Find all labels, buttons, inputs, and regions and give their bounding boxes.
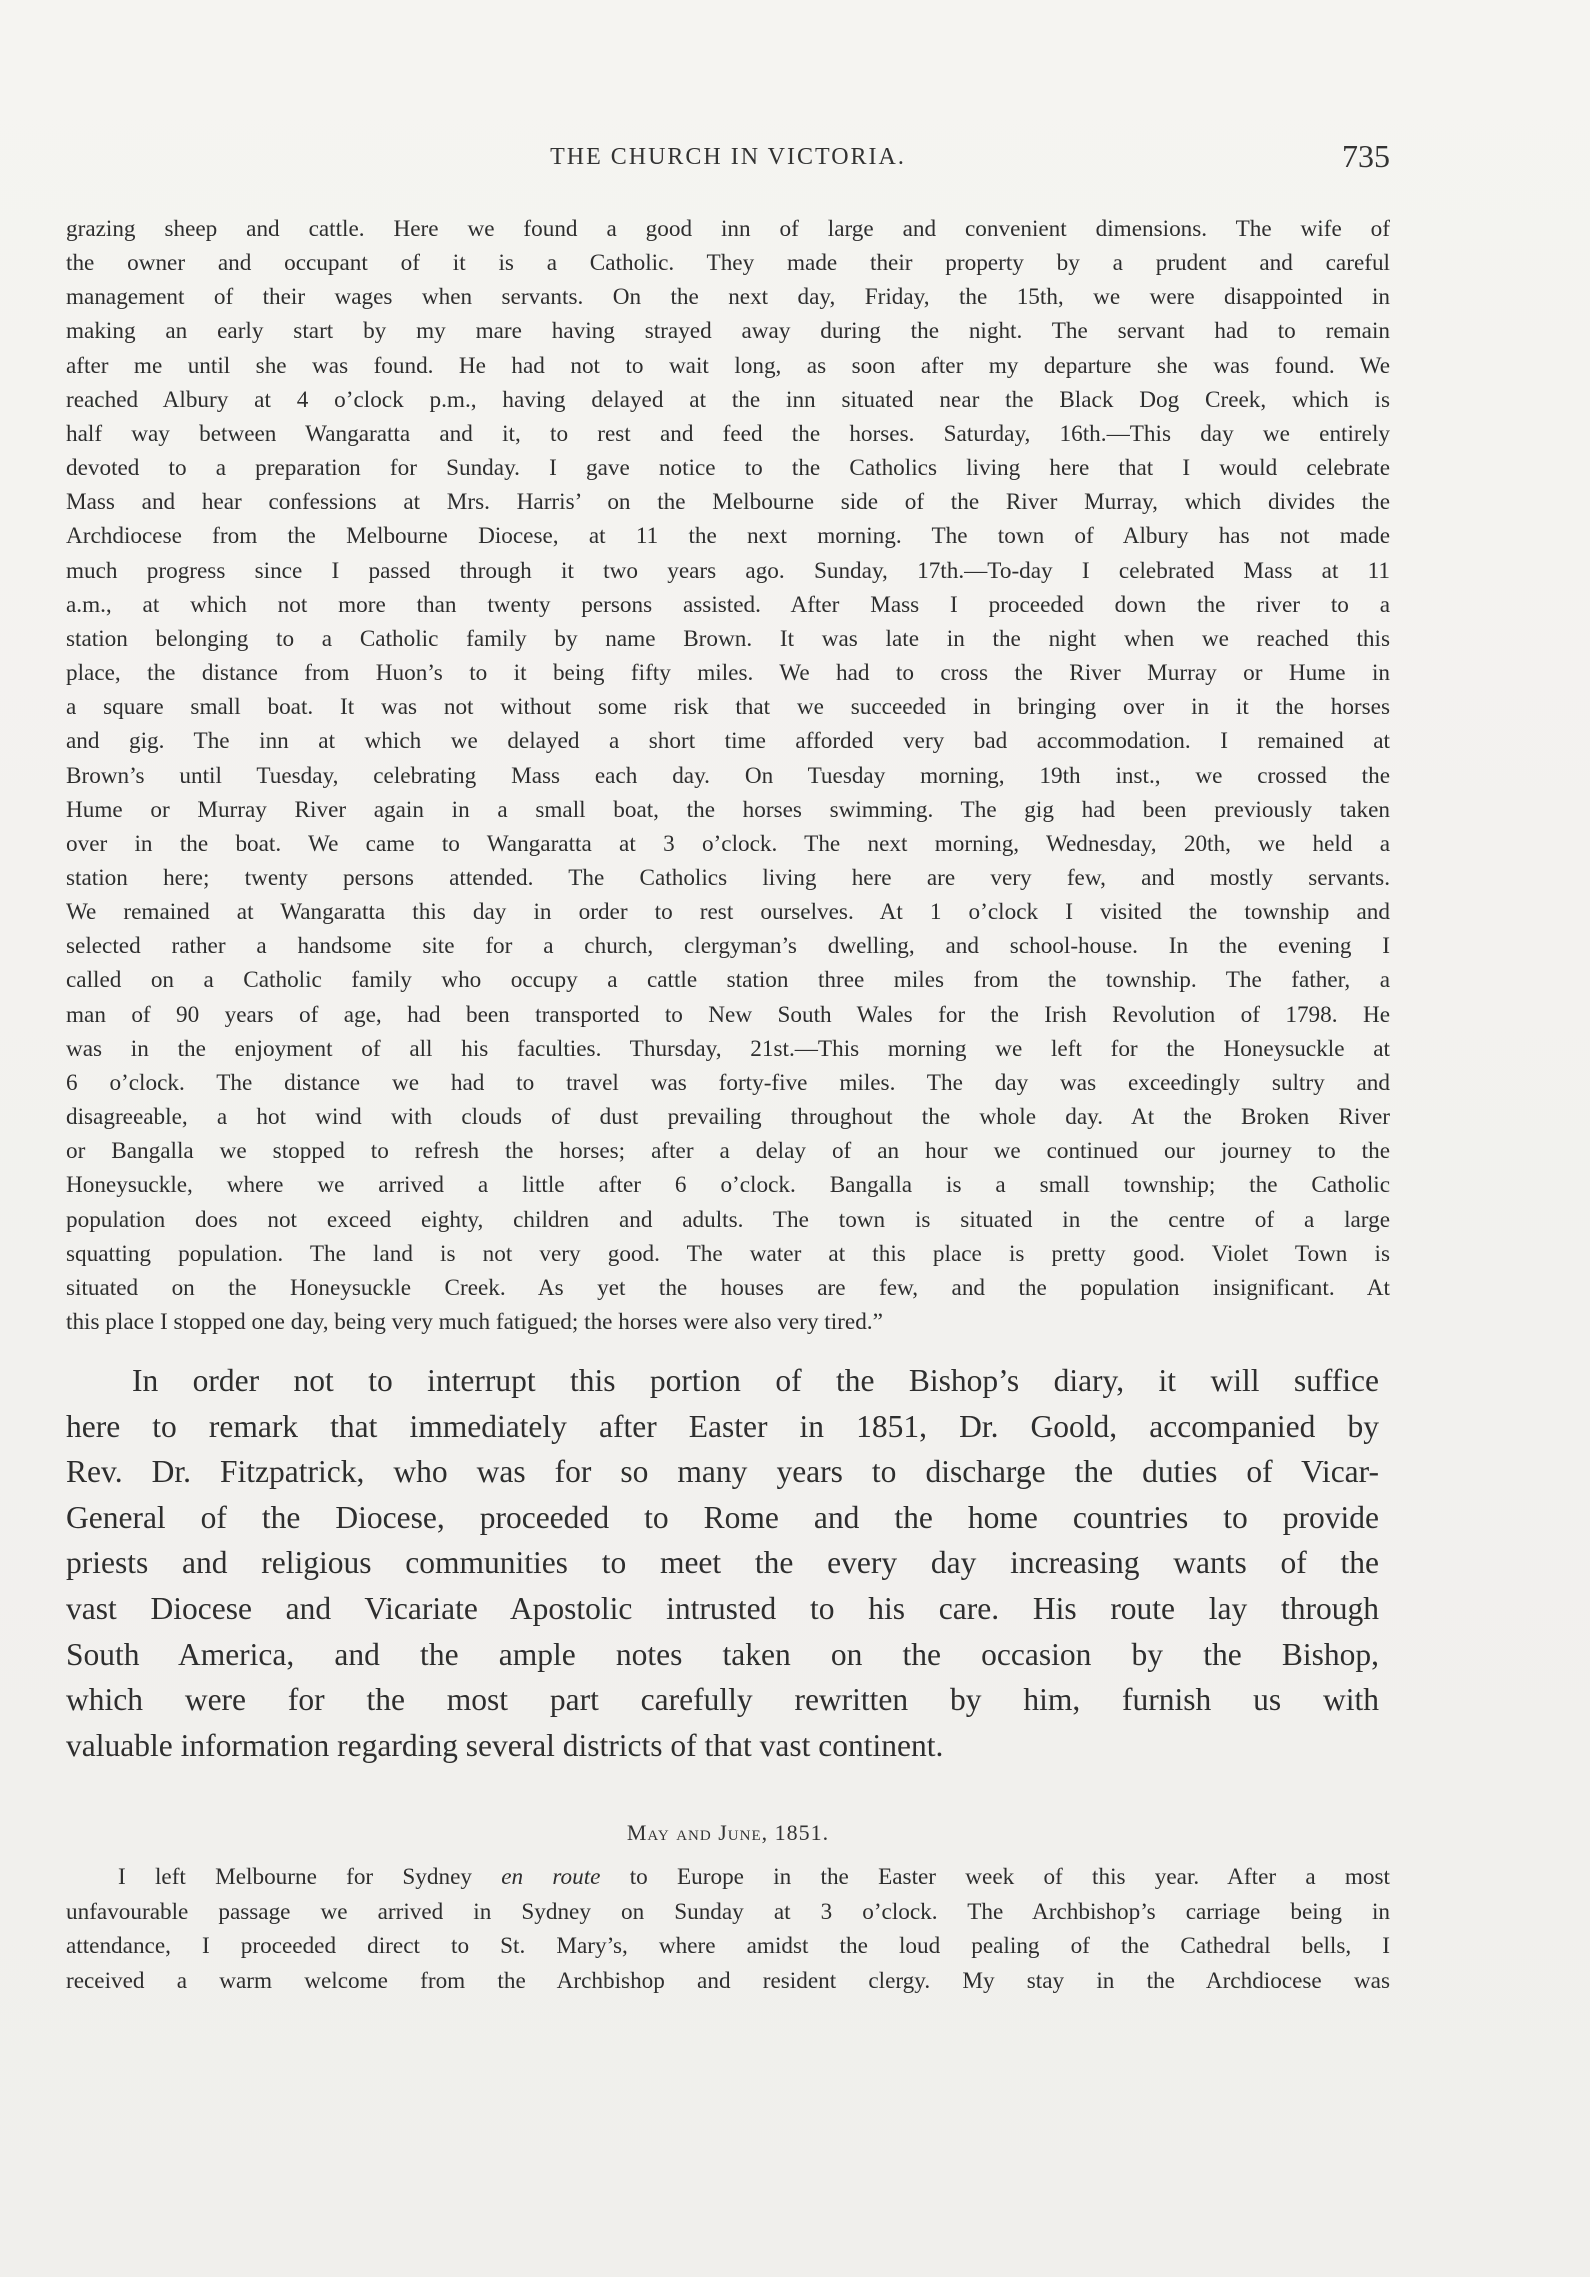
section-heading: May and June, 1851. — [626, 1820, 830, 1845]
narrative-paragraph — [66, 1358, 1379, 1768]
quote-line: squatting population. The land is not very good. The water at this place is pretty good. Violet Town is — [66, 1240, 1390, 1267]
quote-line: Archdiocese from the Melbourne Diocese, at 11 the next morning. The town of Albury has not made — [66, 523, 1390, 550]
narrative-line: valuable information regarding several districts of that vast continent. — [66, 1727, 944, 1763]
quote-line: reached Albury at 4 o’clock p.m., having delayed at the inn situated near the Black Dog Creek, which is — [66, 386, 1390, 413]
diary-line: received a warm welcome from the Archbishop and resident clergy. My stay in the Archdiocese was — [66, 1967, 1390, 1994]
diary-text: I left Melbourne for Sydney — [118, 1864, 502, 1890]
quote-line: Brown’s until Tuesday, celebrating Mass each day. On Tuesday morning, 19th inst., we crossed the — [66, 762, 1390, 789]
diary-line — [66, 1860, 1390, 1895]
quote-line: station here; twenty persons attended. The Catholics living here are very few, and mostly servants. — [66, 864, 1390, 891]
quote-line: station belonging to a Catholic family by name Brown. It was late in the night when we reached this — [66, 625, 1390, 652]
quote-line: making an early start by my mare having strayed away during the night. The servant had to remain — [66, 318, 1390, 345]
narrative-line: here to remark that immediately after Easter in 1851, Dr. Goold, accompanied by — [66, 1408, 1379, 1444]
narrative-line: priests and religious communities to meet the every day increasing wants of the — [66, 1545, 1379, 1581]
quote-line: Honeysuckle, where we arrived a little after 6 o’clock. Bangalla is a small township; the Catholic — [66, 1172, 1390, 1199]
quote-line: disagreeable, a hot wind with clouds of dust prevailing throughout the whole day. At the Broken River — [66, 1104, 1390, 1131]
quote-line: selected rather a handsome site for a church, clergyman’s dwelling, and school-house. In the evening I — [66, 933, 1390, 960]
quote-line: the owner and occupant of it is a Catholic. They made their property by a prudent and careful — [66, 250, 1390, 277]
page-header — [66, 138, 1390, 178]
narrative-line: which were for the most part carefully rewritten by him, furnish us with — [66, 1682, 1379, 1718]
quote-line: Mass and hear confessions at Mrs. Harris’ on the Melbourne side of the River Murray, which divides the — [66, 489, 1390, 516]
quote-line: half way between Wangaratta and it, to rest and feed the horses. Saturday, 16th.—This day we entirely — [66, 420, 1390, 447]
quote-line: situated on the Honeysuckle Creek. As yet the houses are few, and the population insignificant. At — [66, 1274, 1390, 1301]
narrative-line: Rev. Dr. Fitzpatrick, who was for so many years to discharge the duties of Vicar- — [66, 1454, 1379, 1490]
quoted-diary-passage — [66, 212, 1390, 1339]
narrative-line: vast Diocese and Vicariate Apostolic intrusted to his care. His route lay through — [66, 1590, 1379, 1626]
quote-line: population does not exceed eighty, children and adults. The town is situated in the centre of a large — [66, 1206, 1390, 1233]
diary-line: attendance, I proceeded direct to St. Mary’s, where amidst the loud pealing of the Cathedral bells, I — [66, 1933, 1390, 1959]
quote-line: much progress since I passed through it two years ago. Sunday, 17th.—To-day I celebrated Mass at 11 — [66, 557, 1390, 584]
diary-line: unfavourable passage we arrived in Sydney on Sunday at 3 o’clock. The Archbishop’s carriage being in — [66, 1898, 1390, 1925]
quote-line: We remained at Wangaratta this day in order to rest ourselves. At 1 o’clock I visited the township and — [66, 899, 1390, 926]
quote-line: devoted to a preparation for Sunday. I gave notice to the Catholics living here that I would celebrate — [66, 455, 1390, 482]
narrative-line: General of the Diocese, proceeded to Rome and the home countries to provide — [66, 1499, 1379, 1535]
quote-line: over in the boat. We came to Wangaratta at 3 o’clock. The next morning, Wednesday, 20th, we held a — [66, 830, 1390, 857]
narrative-line: South America, and the ample notes taken on the occasion by the Bishop, — [66, 1636, 1379, 1672]
narrative-line: In order not to interrupt this portion of the Bishop’s diary, it will suffice — [132, 1363, 1379, 1398]
quote-line: Hume or Murray River again in a small boat, the horses swimming. The gig had been previously taken — [66, 796, 1390, 823]
quote-line: this place I stopped one day, being very much fatigued; the horses were also very tired.” — [66, 1309, 883, 1335]
diary-text: to Europe in the Easter week of this year. After a most — [600, 1864, 1390, 1890]
quote-line: place, the distance from Huon’s to it being fifty miles. We had to cross the River Murray or Hume in — [66, 660, 1390, 687]
quote-line: grazing sheep and cattle. Here we found a good inn of large and convenient dimensions. The wife of — [66, 216, 1390, 242]
diary-entry — [66, 1860, 1390, 1998]
quote-line: man of 90 years of age, had been transported to New South Wales for the Irish Revolution of 1798. He — [66, 1001, 1390, 1028]
running-title: THE CHURCH IN VICTORIA. — [550, 144, 906, 170]
quote-line: management of their wages when servants. On the next day, Friday, the 15th, we were disappointed in — [66, 284, 1390, 311]
quote-line: a.m., at which not more than twenty persons assisted. After Mass I proceeded down the river to a — [66, 591, 1390, 618]
quote-line: or Bangalla we stopped to refresh the horses; after a delay of an hour we continued our journey to the — [66, 1138, 1390, 1165]
quote-line: after me until she was found. He had not to wait long, as soon after my departure she was found. We — [66, 352, 1390, 379]
quote-line: called on a Catholic family who occupy a cattle station three miles from the township. The father, a — [66, 967, 1390, 994]
diary-italic-phrase: en route — [501, 1864, 601, 1890]
quote-line: and gig. The inn at which we delayed a short time afforded very bad accommodation. I remained at — [66, 728, 1390, 755]
quote-line: was in the enjoyment of all his faculties. Thursday, 21st.—This morning we left for the Honeysuckle at — [66, 1035, 1390, 1062]
quote-line: 6 o’clock. The distance we had to travel was forty-five miles. The day was exceedingly sultry and — [66, 1069, 1390, 1096]
quote-line: a square small boat. It was not without some risk that we succeeded in bringing over in it the horses — [66, 694, 1390, 721]
page-number: 735 — [1342, 138, 1390, 174]
